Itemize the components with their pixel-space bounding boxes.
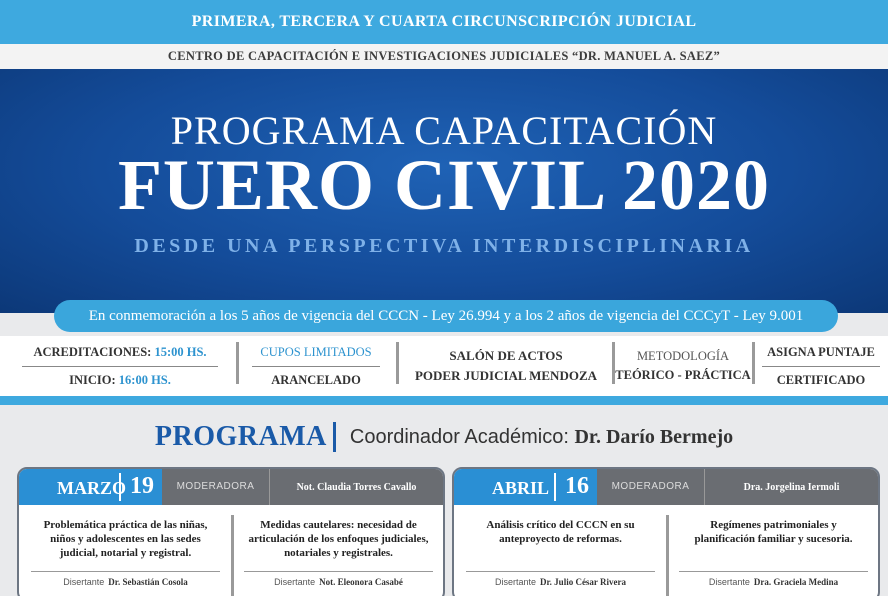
separator (236, 342, 239, 384)
moderator-name: Not. Claudia Torres Cavallo (296, 481, 417, 493)
talk-title: Regímenes patrimoniales y planificación familiar y sucesoria. (694, 519, 853, 545)
hero-title: FUERO CIVIL 2020 (117, 145, 771, 225)
info-points (762, 342, 880, 390)
program-title: PROGRAMA (154, 421, 327, 452)
center-banner (0, 44, 888, 69)
program-heading (0, 420, 888, 454)
moderator-name: Dra. Jorgelina Iermoli (743, 481, 840, 493)
divider (31, 571, 220, 572)
hero-banner (0, 69, 888, 313)
divider (22, 366, 218, 367)
speaker-label: Disertante (708, 577, 750, 587)
jurisdiction-banner (0, 0, 888, 44)
speaker-label: Disertante (274, 577, 316, 587)
info-cupos (252, 342, 380, 390)
title-separator (333, 422, 336, 452)
moderator-label: MODERADORA (162, 469, 270, 505)
speaker-name: Dr. Julio César Rivera (540, 577, 627, 587)
speaker-name: Dra. Graciela Medina (753, 577, 839, 587)
center-text: CENTRO DE CAPACITACIÓN E INVESTIGACIONES JUDICIALES “DR. MANUEL A. SAEZ” (167, 49, 721, 63)
coordinator-name: Dr. Darío Bermejo (574, 425, 734, 448)
divider (252, 366, 380, 367)
date-block (19, 469, 162, 505)
column-separator (666, 515, 669, 596)
talk (671, 515, 876, 596)
venue-line-2: PODER JUDICIAL MENDOZA (414, 368, 597, 383)
month-label: ABRIL (492, 478, 550, 498)
commemoration-text: En conmemoración a los 5 años de vigencia del CCCN - Ley 26.994 y a los 2 años de vigencia del CCCyT - Ley 9.001 (88, 307, 804, 324)
jurisdiction-text: PRIMERA, TERCERA Y CUARTA CIRCUNSCRIPCIÓN JUDICIAL (191, 13, 697, 30)
arancelado-text: ARANCELADO (271, 372, 361, 387)
speaker-name: Dr. Sebastián Cosola (108, 577, 188, 587)
divider (244, 571, 433, 572)
info-venue (408, 342, 604, 390)
divider (679, 571, 868, 572)
coordinator-label: Coordinador Académico: (349, 425, 569, 448)
method-value: TEÓRICO - PRÁCTICA (615, 368, 751, 382)
talk-title: Medidas cautelares: necesidad de articulación de los enfoques judiciales, notariales y registrales. (248, 519, 429, 559)
talk-title: Análisis crítico del CCCN en su anteproyecto de reformas. (486, 519, 635, 545)
month-label: MARZO (57, 478, 126, 498)
talk (23, 515, 228, 596)
separator (396, 342, 399, 384)
coordinator (350, 426, 733, 449)
bracket-icon (119, 473, 129, 501)
points-text: ASIGNA PUNTAJE (767, 344, 875, 359)
speaker-label: Disertante (494, 577, 537, 587)
info-bar (0, 336, 888, 396)
day-label: 19 (130, 473, 154, 499)
inicio-label: INICIO: (69, 372, 116, 387)
commemoration-pill (54, 300, 838, 332)
moderator-block (597, 469, 878, 505)
inicio-time: 16:00 HS. (118, 372, 171, 387)
date-block (454, 469, 597, 505)
divider (762, 366, 880, 367)
moderator-label: MODERADORA (597, 469, 705, 505)
hero-subtitle: DESDE UNA PERSPECTIVA INTERDISCIPLINARIA (134, 235, 754, 257)
cupos-text: CUPOS LIMITADOS (260, 344, 372, 359)
method-label: METODOLOGÍA (636, 349, 730, 363)
accent-stripe (0, 396, 888, 405)
session-card-april (452, 467, 880, 596)
column-separator (231, 515, 234, 596)
acreditaciones-time: 15:00 HS. (154, 344, 207, 359)
talk (458, 515, 663, 596)
info-schedule (22, 342, 218, 390)
certificate-text: CERTIFICADO (776, 372, 866, 387)
day-label: 16 (565, 473, 589, 499)
divider (466, 571, 655, 572)
speaker-name: Not. Eleonora Casabé (319, 577, 403, 587)
venue-line-1: SALÓN DE ACTOS (449, 348, 563, 363)
hero-line-1: PROGRAMA CAPACITACIÓN (170, 108, 718, 153)
speaker-label: Disertante (63, 577, 105, 587)
info-method (615, 342, 751, 390)
moderator-block (162, 469, 443, 505)
bracket-icon (554, 473, 564, 501)
session-card-march (17, 467, 445, 596)
separator (752, 342, 755, 384)
talk-title: Problemática práctica de las niñas, niños y adolescentes en las sedes judicial, notarial y registral. (43, 519, 208, 559)
acreditaciones-label: ACREDITACIONES: (33, 344, 152, 359)
talk (236, 515, 441, 596)
